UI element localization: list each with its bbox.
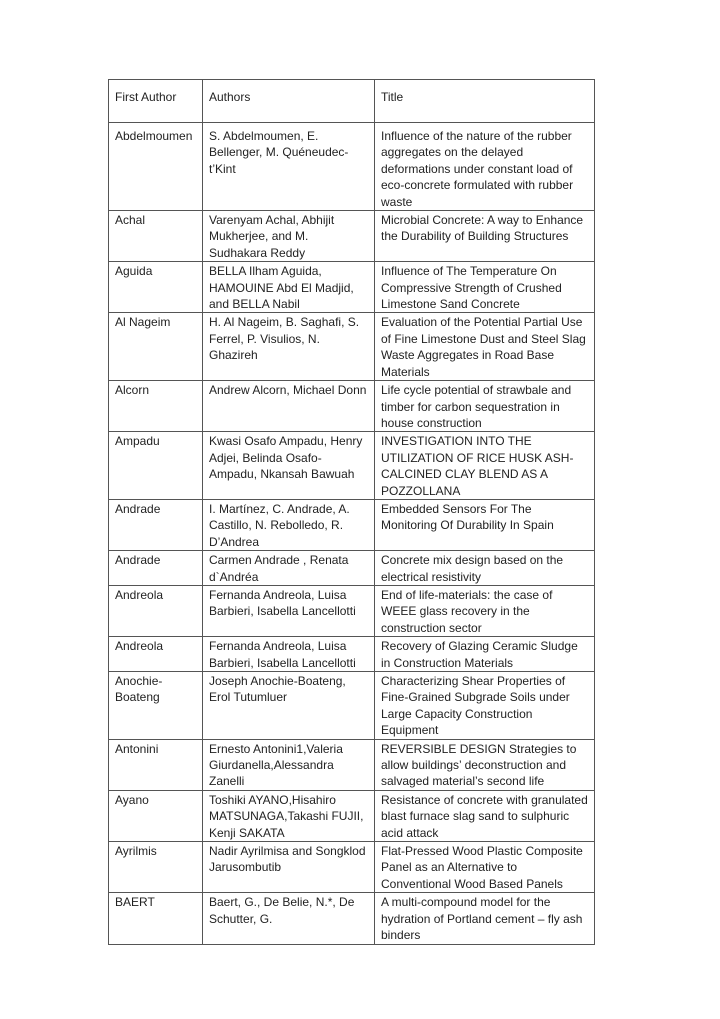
- authors-cell: Kwasi Osafo Ampadu, Henry Adjei, Belinda Osafo-Ampadu, Nkansah Bawuah: [203, 432, 375, 500]
- authors-cell: Toshiki AYANO,Hisahiro MATSUNAGA,Takashi FUJII, Kenji SAKATA: [203, 790, 375, 841]
- title-cell: Influence of The Temperature On Compressive Strength of Crushed Limestone Sand Concrete: [375, 262, 595, 313]
- authors-cell: H. Al Nageim, B. Saghafi, S. Ferrel, P. Visulios, N. Ghazireh: [203, 313, 375, 381]
- first-author-cell: BAERT: [109, 893, 203, 944]
- table-row: [109, 739, 595, 790]
- table-row: [109, 672, 595, 740]
- table-row: [109, 790, 595, 841]
- authors-cell: Fernanda Andreola, Luisa Barbieri, Isabella Lancellotti: [203, 585, 375, 636]
- table-row: [109, 262, 595, 313]
- authors-cell: Nadir Ayrilmisa and Songklod Jarusombutib: [203, 842, 375, 893]
- table-row: [109, 313, 595, 381]
- title-cell: Influence of the nature of the rubber aggregates on the delayed deformations under constant load of eco-concrete formulated with rubber waste: [375, 123, 595, 211]
- first-author-cell: Andreola: [109, 637, 203, 672]
- header-first-author: First Author: [109, 80, 203, 123]
- title-cell: Embedded Sensors For The Monitoring Of Durability In Spain: [375, 499, 595, 550]
- first-author-cell: Al Nageim: [109, 313, 203, 381]
- first-author-cell: Ayrilmis: [109, 842, 203, 893]
- authors-cell: Carmen Andrade , Renata d`Andréa: [203, 551, 375, 586]
- table-row: [109, 585, 595, 636]
- first-author-cell: Abdelmoumen: [109, 123, 203, 211]
- first-author-cell: Andreola: [109, 585, 203, 636]
- title-cell: Recovery of Glazing Ceramic Sludge in Construction Materials: [375, 637, 595, 672]
- title-cell: Resistance of concrete with granulated blast furnace slag sand to sulphuric acid attack: [375, 790, 595, 841]
- publication-table: [108, 79, 595, 945]
- title-cell: Microbial Concrete: A way to Enhance the Durability of Building Structures: [375, 211, 595, 262]
- table-row: [109, 893, 595, 944]
- title-cell: End of life-materials: the case of WEEE glass recovery in the construction sector: [375, 585, 595, 636]
- table-row: [109, 551, 595, 586]
- first-author-cell: Anochie-Boateng: [109, 672, 203, 740]
- first-author-cell: Andrade: [109, 551, 203, 586]
- table-row: [109, 637, 595, 672]
- authors-cell: S. Abdelmoumen, E. Bellenger, M. Quéneudec-t’Kint: [203, 123, 375, 211]
- first-author-cell: Ampadu: [109, 432, 203, 500]
- authors-cell: Fernanda Andreola, Luisa Barbieri, Isabella Lancellotti: [203, 637, 375, 672]
- title-cell: INVESTIGATION INTO THE UTILIZATION OF RICE HUSK ASH-CALCINED CLAY BLEND AS A POZZOLLANA: [375, 432, 595, 500]
- publication-table-container: [108, 79, 594, 945]
- table-row: [109, 123, 595, 211]
- first-author-cell: Ayano: [109, 790, 203, 841]
- first-author-cell: Antonini: [109, 739, 203, 790]
- title-cell: Concrete mix design based on the electrical resistivity: [375, 551, 595, 586]
- title-cell: REVERSIBLE DESIGN Strategies to allow buildings’ deconstruction and salvaged material’s second life: [375, 739, 595, 790]
- authors-cell: Andrew Alcorn, Michael Donn: [203, 381, 375, 432]
- table-row: [109, 432, 595, 500]
- header-title: Title: [375, 80, 595, 123]
- authors-cell: Ernesto Antonini1,Valeria Giurdanella,Alessandra Zanelli: [203, 739, 375, 790]
- first-author-cell: Alcorn: [109, 381, 203, 432]
- title-cell: Characterizing Shear Properties of Fine-Grained Subgrade Soils under Large Capacity Construction Equipment: [375, 672, 595, 740]
- authors-cell: BELLA Ilham Aguida, HAMOUINE Abd El Madjid, and BELLA Nabil: [203, 262, 375, 313]
- authors-cell: Baert, G., De Belie, N.*, De Schutter, G.: [203, 893, 375, 944]
- first-author-cell: Aguida: [109, 262, 203, 313]
- table-row: [109, 381, 595, 432]
- table-row: [109, 842, 595, 893]
- authors-cell: Varenyam Achal, Abhijit Mukherjee, and M. Sudhakara Reddy: [203, 211, 375, 262]
- table-header-row: [109, 80, 595, 123]
- title-cell: A multi-compound model for the hydration of Portland cement – fly ash binders: [375, 893, 595, 944]
- first-author-cell: Achal: [109, 211, 203, 262]
- authors-cell: I. Martínez, C. Andrade, A. Castillo, N. Rebolledo, R. D’Andrea: [203, 499, 375, 550]
- table-row: [109, 499, 595, 550]
- table-row: [109, 211, 595, 262]
- header-authors: Authors: [203, 80, 375, 123]
- title-cell: Life cycle potential of strawbale and timber for carbon sequestration in house construction: [375, 381, 595, 432]
- authors-cell: Joseph Anochie-Boateng, Erol Tutumluer: [203, 672, 375, 740]
- title-cell: Evaluation of the Potential Partial Use of Fine Limestone Dust and Steel Slag Waste Aggregates in Road Base Materials: [375, 313, 595, 381]
- title-cell: Flat-Pressed Wood Plastic Composite Panel as an Alternative to Conventional Wood Based Panels: [375, 842, 595, 893]
- first-author-cell: Andrade: [109, 499, 203, 550]
